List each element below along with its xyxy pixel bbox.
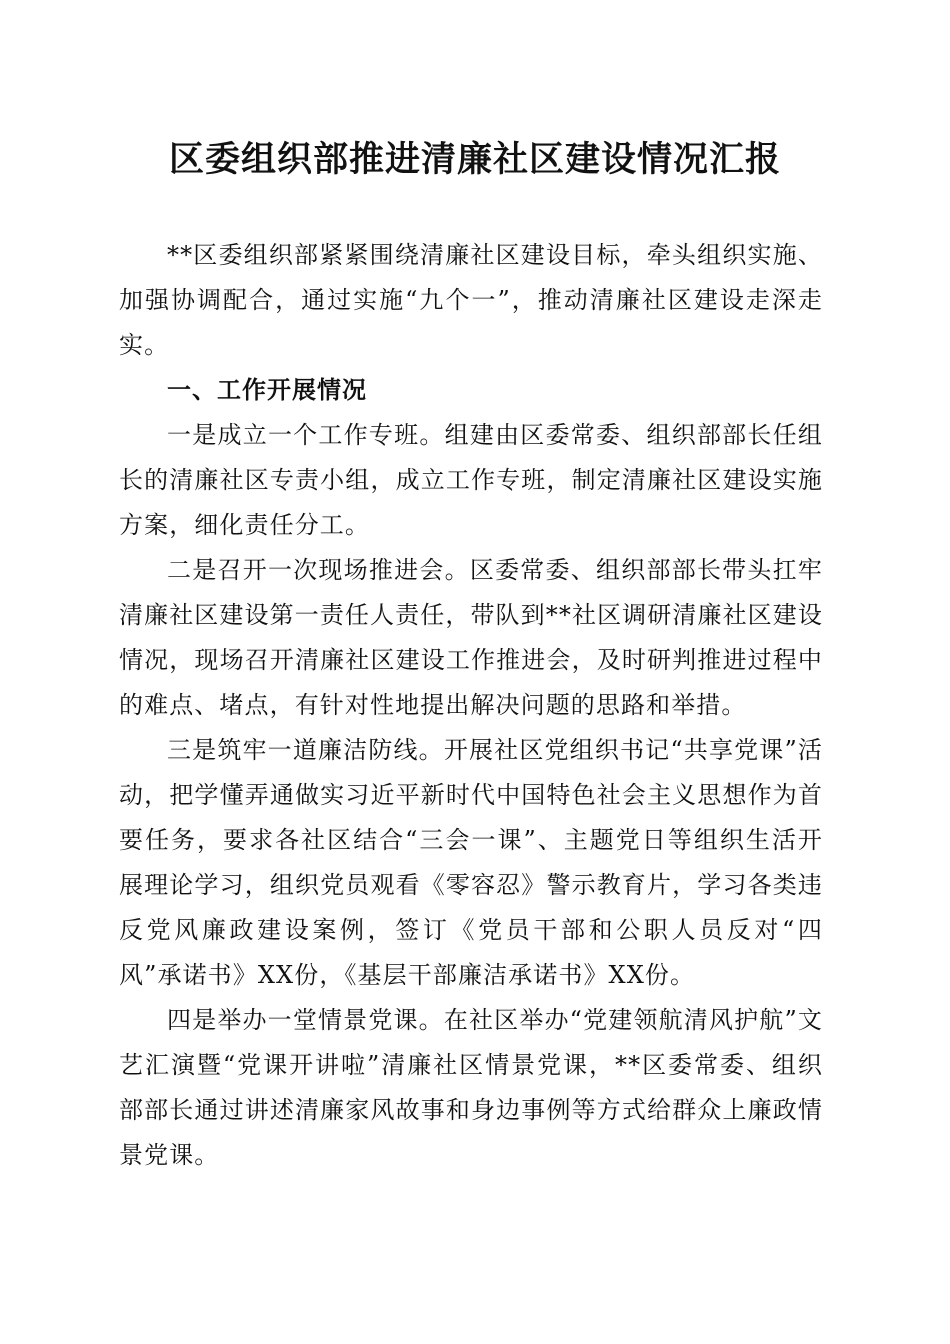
- item-text-3: 开展社区党组织书记“共享党课”活动，把学懂弄通做实习近平新时代中国特色社会主义思想作为首要任务，要求各社区结合“三会一课”、主题党日等组织生活开展理论学习，组织党员观看《零容忍》警示教育片，学习各类违反党风廉政建设案例，签订《党员干部和公职人员反对“四风”承诺书》XX份，《基层干部廉洁承诺书》XX份。: [119, 736, 823, 989]
- item-text-4: 在社区举办“党建领航清风护航”文艺汇演暨“党课开讲啦”清廉社区情景党课，**区委常委、组织部部长通过讲述清廉家风故事和身边事例等方式给群众上廉政情景党课。: [119, 1006, 823, 1169]
- item-paragraph-4: [119, 998, 823, 1178]
- item-lead-3: 三是筑牢一道廉洁防线。: [167, 736, 444, 764]
- item-text-1: 组建由区委常委、组织部部长任组长的清廉社区专责小组，成立工作专班，制定清廉社区建设实施方案，细化责任分工。: [119, 421, 823, 539]
- item-paragraph-2: [119, 548, 823, 728]
- item-lead-1: 一是成立一个工作专班。: [167, 421, 445, 449]
- item-lead-4: 四是举办一堂情景党课。: [167, 1006, 444, 1034]
- section-heading: 一、工作开展情况: [167, 376, 367, 404]
- intro-paragraph: **区委组织部紧紧围绕清廉社区建设目标，牵头组织实施、加强协调配合，通过实施“九个一”，推动清廉社区建设走深走实。: [119, 241, 823, 359]
- item-paragraph-1: [119, 413, 823, 548]
- item-lead-2: 二是召开一次现场推进会。: [167, 556, 470, 584]
- document-body: [119, 233, 823, 1178]
- item-paragraph-3: [119, 728, 823, 998]
- item-text-2: 区委常委、组织部部长带头扛牢清廉社区建设第一责任人责任，带队到**社区调研清廉社区建设情况，现场召开清廉社区建设工作推进会，及时研判推进过程中的难点、堵点，有针对性地提出解决问题的思路和举措。: [119, 556, 823, 719]
- document-title: 区委组织部推进清廉社区建设情况汇报: [168, 139, 781, 180]
